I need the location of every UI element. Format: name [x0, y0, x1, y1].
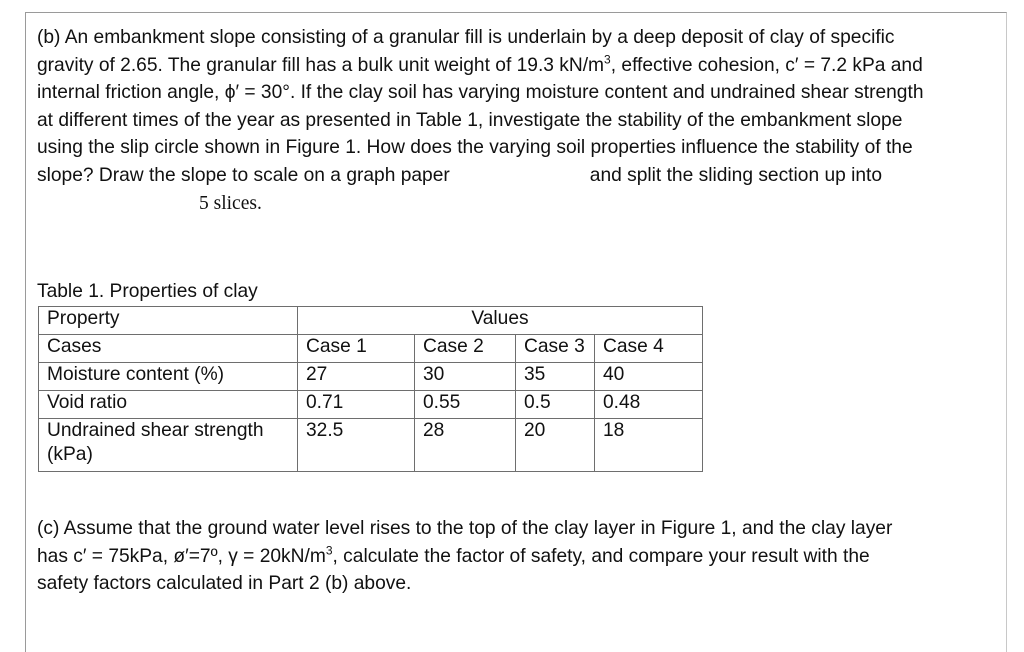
- table-cell: 32.5: [298, 419, 415, 472]
- part-c-line-2-superscript: 3: [325, 543, 333, 558]
- part-b-line-5: using the slip circle shown in Figure 1. How does the varying soil properties influence the stability of the: [37, 137, 913, 158]
- part-c-line-3: safety factors calculated in Part 2 (b) above.: [37, 573, 412, 594]
- property-header-cell: Property: [39, 307, 298, 335]
- row-label-cell: [39, 419, 298, 472]
- table-row: [39, 419, 703, 472]
- part-b-line-2-superscript: 3: [604, 52, 611, 67]
- part-b-slices: 5 slices.: [199, 193, 262, 214]
- part-b-line-3: internal friction angle, ϕ′ = 30°. If the clay soil has varying moisture content and undrained shear strength: [37, 82, 924, 103]
- table-row: [39, 335, 703, 363]
- part-b-line-2-text-end: , effective cohesion, c′ = 7.2 kPa and: [610, 54, 923, 76]
- table-cell: Case 1: [298, 335, 415, 363]
- part-c-line-2-text-end: , calculate the factor of safety, and compare your result with the: [332, 545, 870, 567]
- table-header-row: [39, 307, 703, 335]
- values-header-cell: Values: [298, 307, 703, 335]
- row-label-cell: Void ratio: [39, 391, 298, 419]
- table-caption: Table 1. Properties of clay: [37, 281, 258, 302]
- part-b-line-6: [37, 162, 1003, 190]
- table-cell: 40: [595, 363, 703, 391]
- row-label-cell: Cases: [39, 335, 298, 363]
- part-b-line-2: [37, 52, 1003, 80]
- clay-properties-table: [38, 306, 703, 472]
- table-cell: 35: [516, 363, 595, 391]
- table-cell: 0.71: [298, 391, 415, 419]
- part-b-line-6-left: slope? Draw the slope to scale on a graph paper: [37, 164, 450, 186]
- row-label-line-2: (kPa): [47, 444, 93, 465]
- table-cell: 30: [415, 363, 516, 391]
- part-b-line-4: at different times of the year as presented in Table 1, investigate the stability of the embankment slope: [37, 109, 903, 131]
- table-cell: 0.48: [595, 391, 703, 419]
- table-cell: 28: [415, 419, 516, 472]
- part-b-line-6-right: and split the sliding section up into: [589, 164, 883, 186]
- row-label-line-1: Undrained shear strength: [47, 420, 264, 441]
- part-b-line-2-text: gravity of 2.65. The granular fill has a bulk unit weight of 19.3 kN/m: [37, 54, 605, 76]
- question-part-b: [37, 24, 1003, 189]
- row-label-cell: Moisture content (%): [39, 363, 298, 391]
- table-row: [39, 363, 703, 391]
- part-c-line-1: (c) Assume that the ground water level rises to the top of the clay layer in Figure 1, and the clay layer: [37, 518, 893, 539]
- part-c-line-2-text: has c′ = 75kPa, ø′=7º, γ = 20kN/m: [37, 545, 326, 567]
- question-part-c: [37, 515, 997, 598]
- table-cell: 18: [595, 419, 703, 472]
- table-cell: 27: [298, 363, 415, 391]
- part-b-line-1: (b) An embankment slope consisting of a granular fill is underlain by a deep deposit of clay of specific: [37, 27, 895, 48]
- table-cell: Case 4: [595, 335, 703, 363]
- table-cell: 20: [516, 419, 595, 472]
- part-c-line-2: [37, 543, 997, 571]
- table-cell: Case 2: [415, 335, 516, 363]
- table-row: [39, 391, 703, 419]
- table-cell: 0.5: [516, 391, 595, 419]
- table-cell: Case 3: [516, 335, 595, 363]
- table-cell: 0.55: [415, 391, 516, 419]
